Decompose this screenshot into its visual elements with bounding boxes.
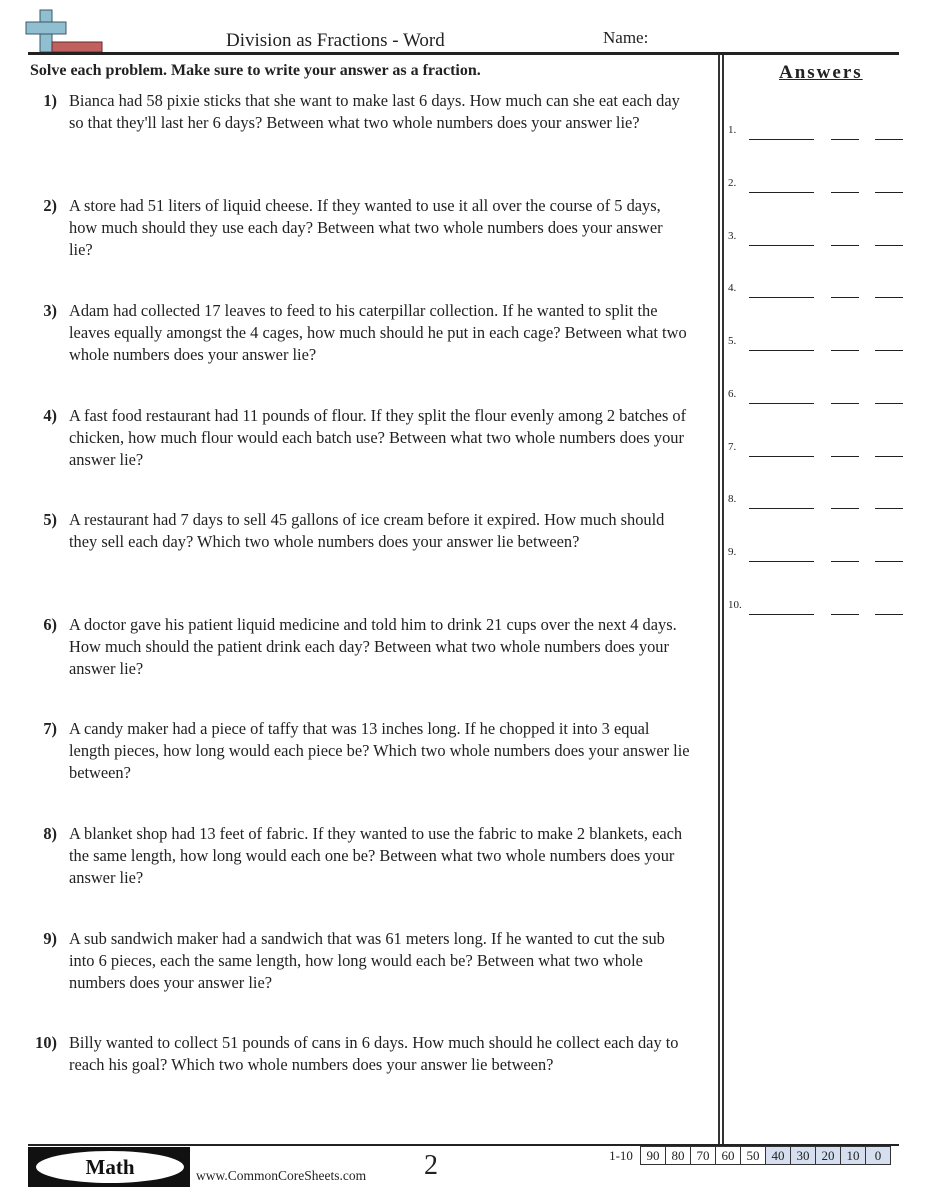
answer-blank-upper[interactable] (875, 456, 903, 457)
answer-blank-upper[interactable] (875, 350, 903, 351)
question-text: A fast food restaurant had 11 pounds of flour. If they split the flour evenly among 2 batches of chicken, how much flour would each batch use? Between what two whole numbers does your answer lie? (69, 406, 687, 469)
question-text: Adam had collected 17 leaves to feed to his caterpillar collection. If he wanted to split the leaves equally amongst the 4 cages, how much should he put in each cage? Between what two whole numbers does your answer lie? (69, 301, 687, 364)
answer-blank-whole[interactable] (749, 561, 814, 562)
score-cell: 70 (691, 1147, 716, 1165)
answer-blank-upper[interactable] (875, 192, 903, 193)
page-number: 2 (424, 1150, 438, 1181)
answer-row (728, 546, 908, 562)
question-item (30, 300, 690, 366)
answer-number: 3. (728, 230, 737, 242)
question-text: Billy wanted to collect 51 pounds of cans in 6 days. How much should he collect each day to reach his goal? Which two whole numbers does your answer lie between? (69, 1033, 679, 1074)
answer-blank-whole[interactable] (749, 297, 814, 298)
question-number: 2) (43, 196, 57, 215)
worksheet-title: Division as Fractions - Word (226, 30, 445, 51)
math-badge (28, 1147, 190, 1187)
answer-blank-whole[interactable] (749, 192, 814, 193)
question-item (30, 823, 690, 889)
question-text: A restaurant had 7 days to sell 45 gallons of ice cream before it expired. How much should they sell each day? Which two whole numbers does your answer lie between? (69, 510, 665, 551)
score-table (602, 1146, 891, 1165)
score-cell: 40 (766, 1147, 791, 1165)
answer-blank-upper[interactable] (875, 139, 903, 140)
answer-number: 5. (728, 335, 737, 347)
answer-blank-lower[interactable] (831, 297, 859, 298)
score-cell: 80 (666, 1147, 691, 1165)
question-item (30, 195, 690, 261)
score-cell: 60 (716, 1147, 741, 1165)
answer-row (728, 493, 908, 509)
answer-row (728, 124, 908, 140)
answer-blank-whole[interactable] (749, 139, 814, 140)
score-cell: 50 (741, 1147, 766, 1165)
column-divider (718, 55, 720, 1145)
score-row (602, 1147, 891, 1165)
score-cell: 90 (641, 1147, 666, 1165)
answer-number: 4. (728, 282, 737, 294)
header-rule (28, 52, 899, 55)
answer-number: 9. (728, 546, 737, 558)
question-number: 8) (43, 824, 57, 843)
instructions: Solve each problem. Make sure to write your answer as a fraction. (30, 62, 481, 79)
answer-blank-lower[interactable] (831, 350, 859, 351)
answer-number: 6. (728, 388, 737, 400)
plus-minus-logo-icon (24, 8, 106, 54)
answer-blank-lower[interactable] (831, 245, 859, 246)
question-number: 6) (43, 615, 57, 634)
question-number: 9) (43, 929, 57, 948)
answer-blank-lower[interactable] (831, 139, 859, 140)
answer-row (728, 441, 908, 457)
answer-blank-whole[interactable] (749, 508, 814, 509)
question-item (30, 718, 690, 784)
question-number: 4) (43, 406, 57, 425)
score-range: 1-10 (609, 1147, 633, 1163)
question-item (30, 90, 690, 134)
question-text: A sub sandwich maker had a sandwich that was 61 meters long. If he wanted to cut the sub into 6 pieces, each the same length, how long would each be? Between what two whole numbers does your answer lie? (69, 929, 665, 992)
question-number: 1) (43, 91, 57, 110)
answer-number: 10. (728, 599, 742, 611)
score-cell: 10 (841, 1147, 866, 1165)
answer-number: 8. (728, 493, 737, 505)
question-item (30, 1032, 690, 1076)
question-item (30, 928, 690, 994)
question-number: 7) (43, 719, 57, 738)
answer-blank-upper[interactable] (875, 561, 903, 562)
question-item (30, 614, 690, 680)
question-number: 3) (43, 301, 57, 320)
answer-blank-whole[interactable] (749, 403, 814, 404)
answer-blank-upper[interactable] (875, 403, 903, 404)
answer-number: 1. (728, 124, 737, 136)
answer-row (728, 230, 908, 246)
answer-blank-whole[interactable] (749, 245, 814, 246)
question-text: A blanket shop had 13 feet of fabric. If they wanted to use the fabric to make 2 blankets, each the same length, how long would each one be? Between what two whole numbers does your answer lie? (69, 824, 683, 887)
score-cell: 0 (866, 1147, 891, 1165)
answer-blank-upper[interactable] (875, 614, 903, 615)
answer-blank-lower[interactable] (831, 192, 859, 193)
answer-blank-upper[interactable] (875, 508, 903, 509)
answer-blank-lower[interactable] (831, 403, 859, 404)
score-cell: 30 (791, 1147, 816, 1165)
question-item (30, 405, 690, 471)
answer-row (728, 388, 908, 404)
answer-blank-upper[interactable] (875, 297, 903, 298)
answer-blank-whole[interactable] (749, 614, 814, 615)
answers-title: Answers (779, 62, 863, 83)
answer-blank-whole[interactable] (749, 456, 814, 457)
score-cell: 20 (816, 1147, 841, 1165)
answer-number: 7. (728, 441, 737, 453)
answer-blank-whole[interactable] (749, 350, 814, 351)
answer-number: 2. (728, 177, 737, 189)
question-text: Bianca had 58 pixie sticks that she want to make last 6 days. How much can she eat each day so that they'll last her 6 days? Between what two whole numbers does your answer lie? (69, 91, 680, 132)
answer-row (728, 599, 908, 615)
answer-row (728, 282, 908, 298)
math-badge-label: Math (36, 1151, 184, 1183)
answer-row (728, 177, 908, 193)
question-number: 5) (43, 510, 57, 529)
question-text: A candy maker had a piece of taffy that was 13 inches long. If he chopped it into 3 equal length pieces, how long would each piece be? Which two whole numbers does your answer lie between? (69, 719, 690, 782)
website-link[interactable]: www.CommonCoreSheets.com (196, 1168, 367, 1183)
question-item (30, 509, 690, 553)
name-label: Name: (603, 28, 649, 47)
question-text: A doctor gave his patient liquid medicine and told him to drink 21 cups over the next 4 days. How much should the patient drink each day? Between what two whole numbers does your answer lie? (69, 615, 677, 678)
answer-blank-upper[interactable] (875, 245, 903, 246)
answer-row (728, 335, 908, 351)
question-text: A store had 51 liters of liquid cheese. If they wanted to use it all over the course of 5 days, how much should they use each day? Between what two whole numbers does your answer lie? (69, 196, 663, 259)
column-divider (722, 55, 724, 1145)
answer-blank-lower[interactable] (831, 614, 859, 615)
answer-blank-lower[interactable] (831, 456, 859, 457)
question-number: 10) (35, 1033, 57, 1052)
answer-blank-lower[interactable] (831, 561, 859, 562)
answer-blank-lower[interactable] (831, 508, 859, 509)
